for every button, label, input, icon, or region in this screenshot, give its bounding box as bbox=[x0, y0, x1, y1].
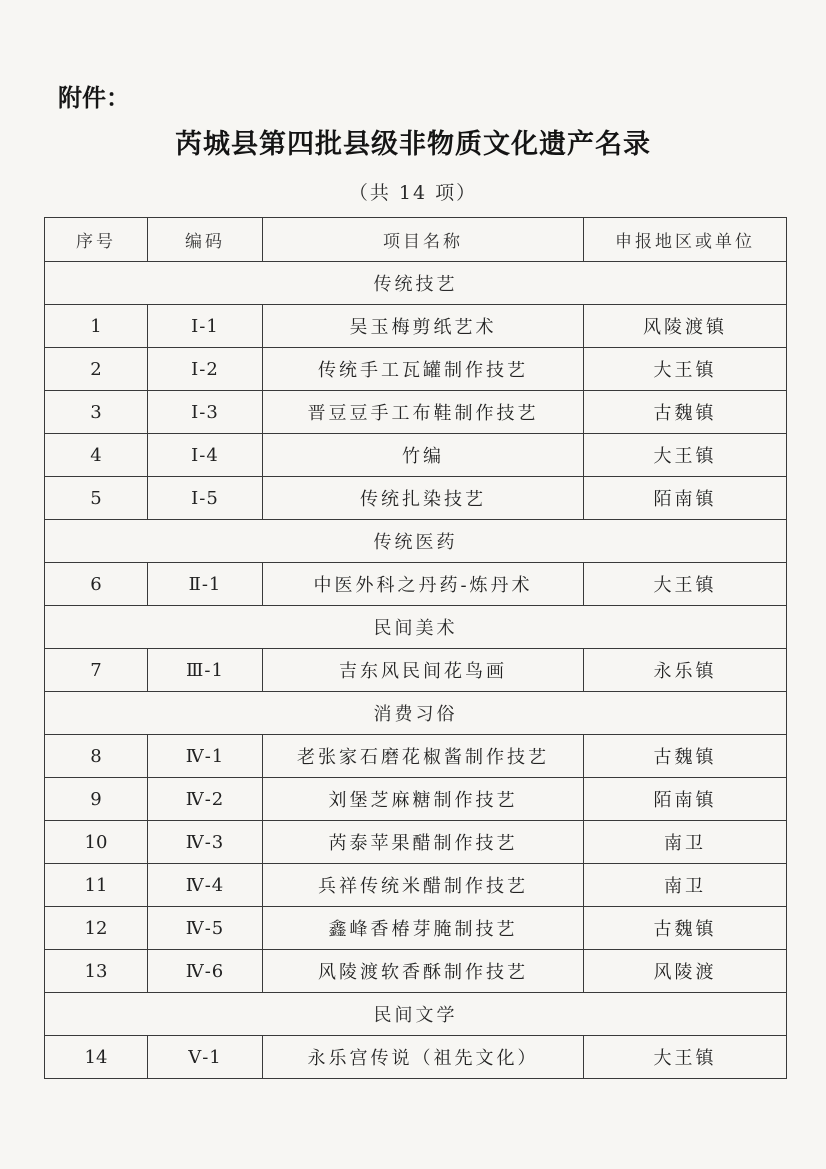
row-number-cell: 6 bbox=[45, 563, 148, 606]
reporting-unit-cell: 古魏镇 bbox=[584, 391, 787, 434]
reporting-unit-cell: 南卫 bbox=[584, 821, 787, 864]
reporting-unit-cell: 大王镇 bbox=[584, 1036, 787, 1079]
item-code-cell: Ⅳ-5 bbox=[148, 907, 263, 950]
item-name-cell: 老张家石磨花椒酱制作技艺 bbox=[263, 735, 584, 778]
column-header-unit: 申报地区或单位 bbox=[584, 218, 787, 262]
table-row bbox=[45, 950, 787, 993]
category-row bbox=[45, 606, 787, 649]
item-code-cell: Ⅰ-2 bbox=[148, 348, 263, 391]
item-name-cell: 吉东风民间花鸟画 bbox=[263, 649, 584, 692]
attachment-label: 附件： bbox=[58, 84, 130, 112]
table-row bbox=[45, 907, 787, 950]
row-number-cell: 1 bbox=[45, 305, 148, 348]
row-number-cell: 11 bbox=[45, 864, 148, 907]
table-row bbox=[45, 305, 787, 348]
row-number-cell: 13 bbox=[45, 950, 148, 993]
item-code-cell: Ⅳ-6 bbox=[148, 950, 263, 993]
item-name-cell: 永乐宫传说（祖先文化） bbox=[263, 1036, 584, 1079]
item-code-cell: Ⅴ-1 bbox=[148, 1036, 263, 1079]
category-row bbox=[45, 520, 787, 563]
reporting-unit-cell: 南卫 bbox=[584, 864, 787, 907]
row-number-cell: 2 bbox=[45, 348, 148, 391]
item-code-cell: Ⅱ-1 bbox=[148, 563, 263, 606]
table-header-row bbox=[45, 218, 787, 262]
item-code-cell: Ⅰ-5 bbox=[148, 477, 263, 520]
table-row bbox=[45, 391, 787, 434]
item-code-cell: Ⅲ-1 bbox=[148, 649, 263, 692]
column-header-name: 项目名称 bbox=[263, 218, 584, 262]
item-code-cell: Ⅰ-3 bbox=[148, 391, 263, 434]
category-label: 消费习俗 bbox=[45, 692, 787, 735]
row-number-cell: 9 bbox=[45, 778, 148, 821]
table-row bbox=[45, 477, 787, 520]
item-code-cell: Ⅳ-4 bbox=[148, 864, 263, 907]
category-row bbox=[45, 262, 787, 305]
category-label: 民间美术 bbox=[45, 606, 787, 649]
item-name-cell: 竹编 bbox=[263, 434, 584, 477]
reporting-unit-cell: 大王镇 bbox=[584, 348, 787, 391]
table-row bbox=[45, 434, 787, 477]
row-number-cell: 4 bbox=[45, 434, 148, 477]
item-name-cell: 吴玉梅剪纸艺术 bbox=[263, 305, 584, 348]
row-number-cell: 14 bbox=[45, 1036, 148, 1079]
category-label: 民间文学 bbox=[45, 993, 787, 1036]
reporting-unit-cell: 古魏镇 bbox=[584, 907, 787, 950]
item-code-cell: Ⅳ-3 bbox=[148, 821, 263, 864]
table-row bbox=[45, 778, 787, 821]
item-code-cell: Ⅰ-1 bbox=[148, 305, 263, 348]
table-row bbox=[45, 1036, 787, 1079]
item-name-cell: 中医外科之丹药-炼丹术 bbox=[263, 563, 584, 606]
category-row bbox=[45, 692, 787, 735]
row-number-cell: 5 bbox=[45, 477, 148, 520]
row-number-cell: 3 bbox=[45, 391, 148, 434]
item-name-cell: 晋豆豆手工布鞋制作技艺 bbox=[263, 391, 584, 434]
reporting-unit-cell: 永乐镇 bbox=[584, 649, 787, 692]
reporting-unit-cell: 古魏镇 bbox=[584, 735, 787, 778]
item-name-cell: 传统扎染技艺 bbox=[263, 477, 584, 520]
column-header-code: 编码 bbox=[148, 218, 263, 262]
table-row bbox=[45, 821, 787, 864]
item-count-note: （共 14 项） bbox=[348, 182, 478, 204]
table-row bbox=[45, 348, 787, 391]
table-row bbox=[45, 563, 787, 606]
item-code-cell: Ⅰ-4 bbox=[148, 434, 263, 477]
item-code-cell: Ⅳ-2 bbox=[148, 778, 263, 821]
row-number-cell: 7 bbox=[45, 649, 148, 692]
reporting-unit-cell: 风陵渡镇 bbox=[584, 305, 787, 348]
item-name-cell: 鑫峰香椿芽腌制技艺 bbox=[263, 907, 584, 950]
item-name-cell: 刘堡芝麻糖制作技艺 bbox=[263, 778, 584, 821]
table-body bbox=[45, 262, 787, 1079]
table-row bbox=[45, 649, 787, 692]
column-header-no: 序号 bbox=[45, 218, 148, 262]
item-code-cell: Ⅳ-1 bbox=[148, 735, 263, 778]
item-name-cell: 传统手工瓦罐制作技艺 bbox=[263, 348, 584, 391]
item-name-cell: 兵祥传统米醋制作技艺 bbox=[263, 864, 584, 907]
reporting-unit-cell: 风陵渡 bbox=[584, 950, 787, 993]
table-row bbox=[45, 735, 787, 778]
row-number-cell: 10 bbox=[45, 821, 148, 864]
reporting-unit-cell: 陌南镇 bbox=[584, 477, 787, 520]
category-row bbox=[45, 993, 787, 1036]
reporting-unit-cell: 大王镇 bbox=[584, 563, 787, 606]
document-title: 芮城县第四批县级非物质文化遗产名录 bbox=[175, 129, 651, 160]
heritage-list-table bbox=[44, 217, 787, 1079]
category-label: 传统技艺 bbox=[45, 262, 787, 305]
item-name-cell: 芮泰苹果醋制作技艺 bbox=[263, 821, 584, 864]
reporting-unit-cell: 大王镇 bbox=[584, 434, 787, 477]
item-name-cell: 风陵渡软香酥制作技艺 bbox=[263, 950, 584, 993]
table-row bbox=[45, 864, 787, 907]
row-number-cell: 8 bbox=[45, 735, 148, 778]
reporting-unit-cell: 陌南镇 bbox=[584, 778, 787, 821]
row-number-cell: 12 bbox=[45, 907, 148, 950]
category-label: 传统医药 bbox=[45, 520, 787, 563]
